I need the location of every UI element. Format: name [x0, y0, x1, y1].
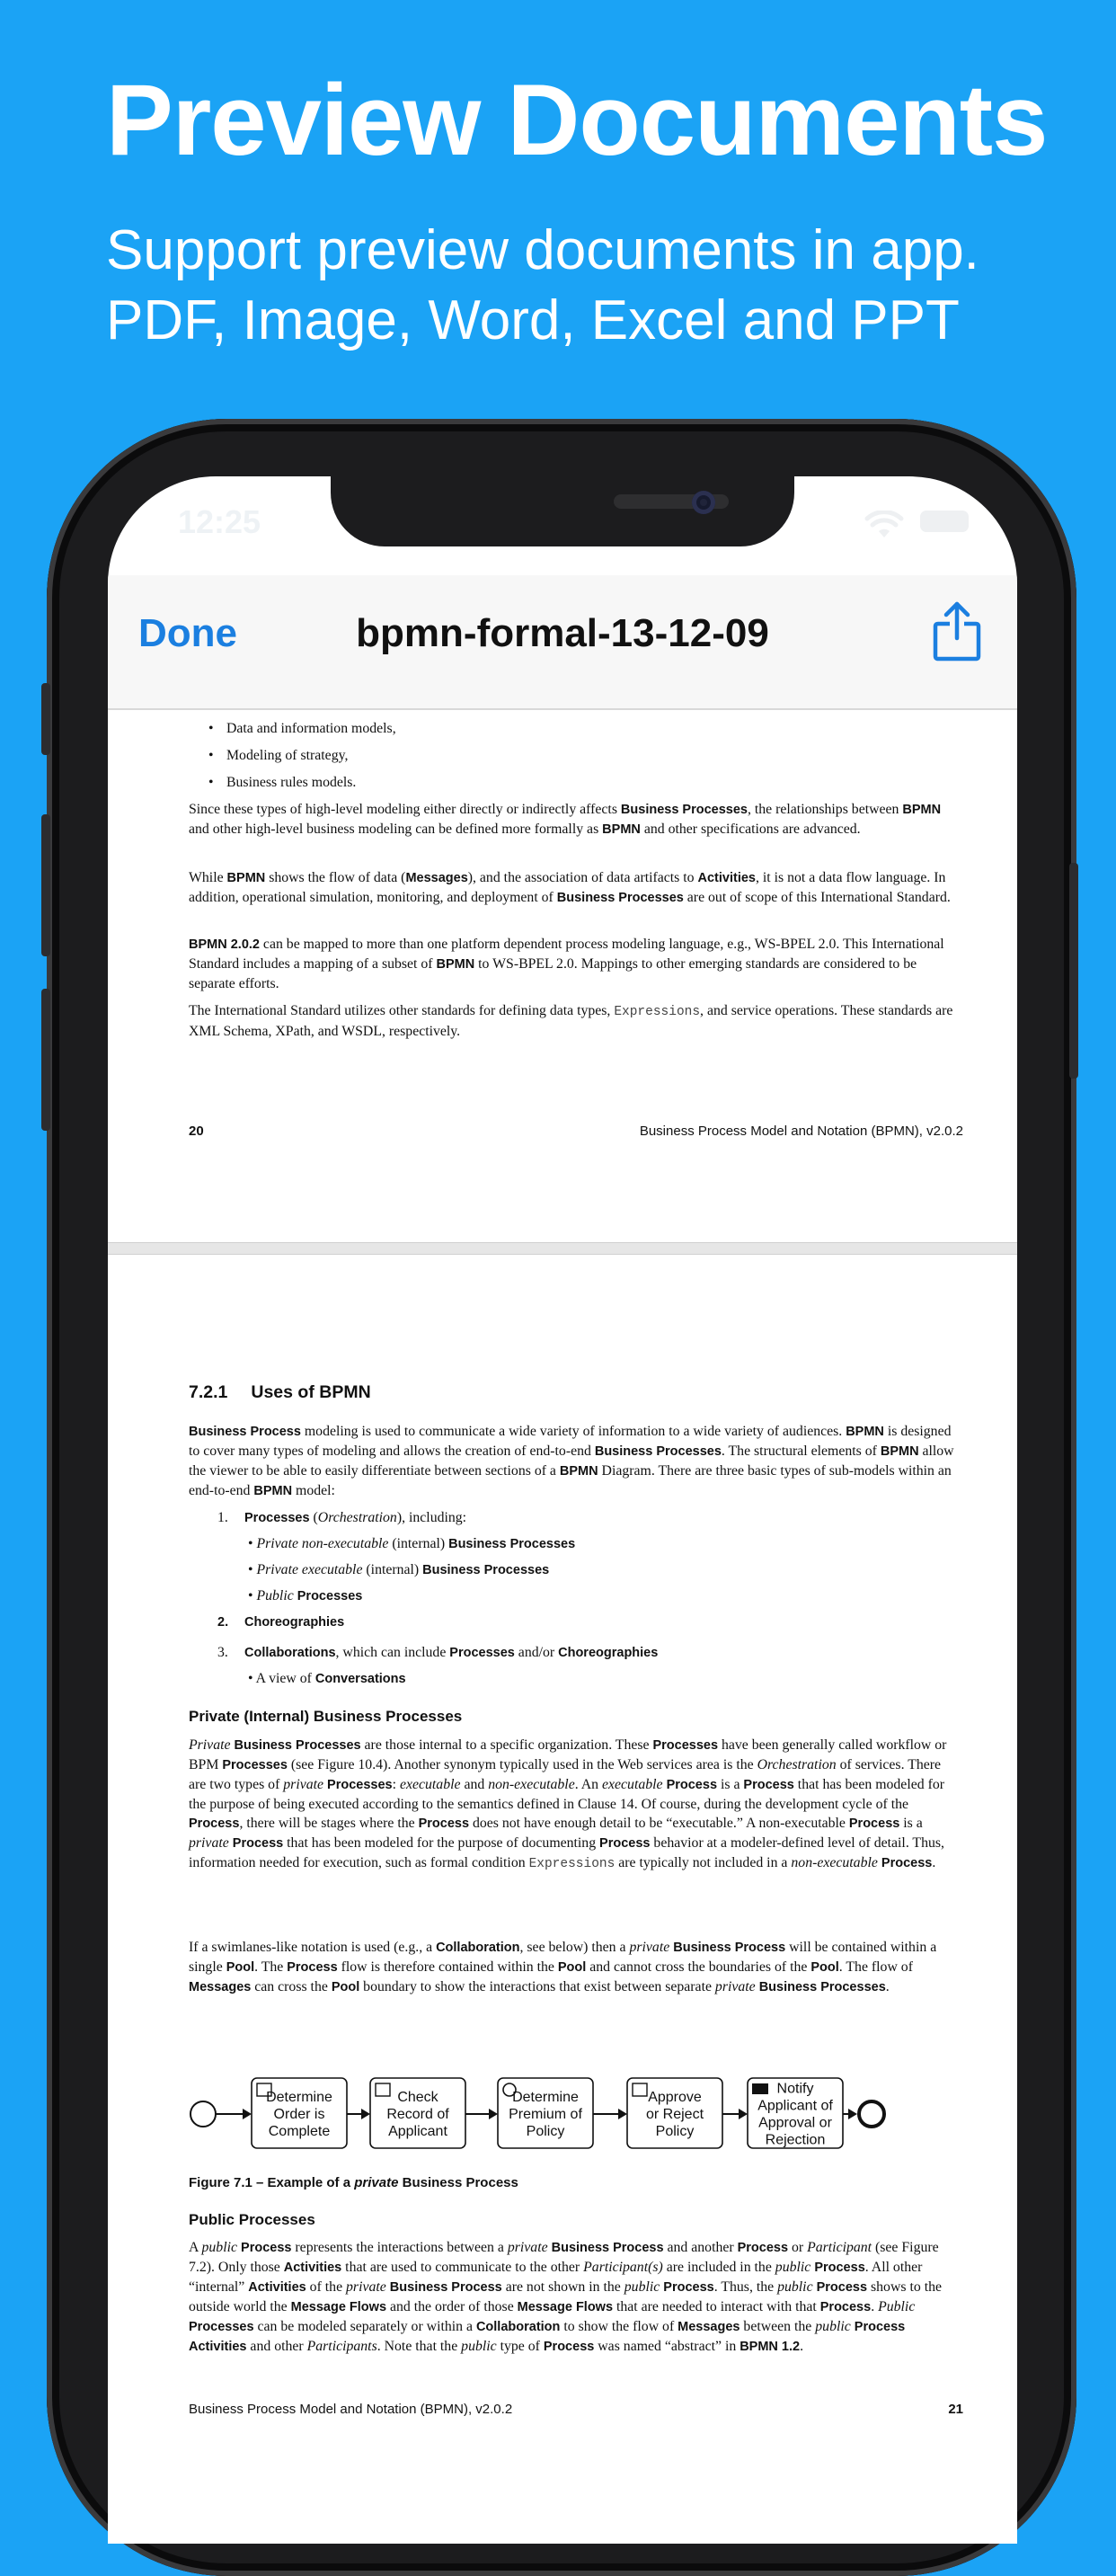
task-label: Policy [655, 2124, 695, 2139]
subsection-heading: Private (Internal) Business Processes [189, 1708, 463, 1725]
envelope-icon [752, 2083, 768, 2094]
list-item: 2. Choreographies [217, 1615, 345, 1630]
user-icon [633, 2083, 647, 2096]
arrow-head [848, 2109, 857, 2119]
page-separator [108, 1242, 1017, 1255]
list-item: • Modeling of strategy, [208, 746, 396, 773]
task-label: Applicant of [757, 2098, 833, 2114]
end-event [859, 2101, 884, 2127]
notch [331, 476, 794, 546]
arrow-head [618, 2109, 627, 2119]
task-label: Premium of [509, 2107, 582, 2122]
document-title: bpmn-formal-13-12-09 [356, 611, 769, 655]
footer-title: Business Process Model and Notation (BPMN), v2.0.2 [189, 2402, 513, 2417]
power-button [1069, 863, 1078, 1079]
mute-switch [41, 683, 50, 755]
task-label: Complete [268, 2124, 331, 2139]
task-label: Rejection [765, 2132, 826, 2148]
arrow-head [361, 2109, 370, 2119]
share-icon[interactable] [933, 600, 981, 662]
list-item: 1. Processes (Orchestration), including: [217, 1510, 467, 1525]
paragraph: If a swimlanes-like notation is used (e.g., a Collaboration, see below) then a private Business Process will be contained within a single Pool. The Process flow is therefore contained within the Pool and cannot cross the boundaries of the Pool. The flow of Messages can cross the Pool boundary to show the interactions that exist between separate private Business Processes. [189, 1940, 937, 1994]
volume-up-button [41, 814, 50, 956]
battery-icon [920, 511, 969, 532]
paragraph: While BPMN shows the flow of data (Messages), and the association of data artifacts to Activities, it is not a data flow language. In addition, operational simulation, monitoring, and deployment of Business Processes are out of scope of this International Standard. [189, 870, 951, 905]
pdf-page-20 [108, 710, 1017, 1242]
camera-icon [692, 491, 715, 514]
volume-down-button [41, 989, 50, 1131]
status-time: 12:25 [178, 503, 261, 540]
paragraph: BPMN 2.0.2 can be mapped to more than one platform dependent process modeling language, e.g., WS-BPEL 2.0. This International Standard includes a mapping of a subset of BPMN to WS-BPEL 2.0. Mappings to other emerging standards are considered to be separate efforts. [189, 937, 944, 991]
task-label: or Reject [645, 2107, 704, 2122]
task-label: Applicant [388, 2124, 447, 2139]
list-item: • Public Processes [248, 1588, 363, 1603]
phone-screen [108, 476, 1017, 2544]
task-label: Approval or [758, 2115, 832, 2131]
task-label: Order is [273, 2107, 325, 2122]
pdf-page-21 [108, 1255, 1017, 2544]
hero-subtitle [106, 216, 979, 356]
page-number: 21 [948, 2402, 963, 2417]
list-item: • Data and information models, [208, 719, 396, 746]
task-label: Approve [648, 2090, 702, 2105]
figure-caption: Figure 7.1 – Example of a private Business Process [189, 2175, 518, 2190]
paragraph: Business Process modeling is used to communicate a wide variety of information to a wide variety of audiences. BPMN is designed to cover many types of modeling and allows the creation of end-to-end Business Processes. The structural elements of BPMN allow the viewer to be able to easily differentiate between sections of a BPMN Diagram. There are three basic types of sub-models within an end-to-end BPMN model: [189, 1424, 954, 1498]
wifi-icon [864, 511, 904, 541]
arrow-head [489, 2109, 498, 2119]
paragraph: A public Process represents the interactions between a private Business Process and another Process or Participant (see Figure 7.2). Only those Activities that are used to communicate to the other Participant(s) are included in the public Process. All other “internal” Activities of the private Business Process are not shown in the public Process. Thus, the public Process shows to the outside world the Message Flows and the order of those Message Flows that are needed to interact with that Process. Public Processes can be modeled separately or within a Collaboration to show the flow of Messages between the public Process Activities and other Participants. Note that the public type of Process was named “abstract” in BPMN 1.2. [189, 2240, 942, 2354]
navigation-bar [108, 575, 1017, 710]
start-event [190, 2101, 216, 2127]
list-item: 3. Collaborations, which can include Processes and/or Choreographies [217, 1645, 659, 1660]
hero-subtitle-line-1: Support preview documents in app. [106, 219, 979, 281]
arrow-head [243, 2109, 252, 2119]
bullet-list [208, 719, 396, 800]
done-button[interactable]: Done [138, 611, 237, 655]
list-item: • Private non-executable (internal) Business Processes [248, 1536, 576, 1551]
hero-title: Preview Documents [106, 64, 1048, 176]
task-label: Record of [386, 2107, 449, 2122]
list-item: • A view of Conversations [248, 1671, 406, 1686]
arrow-head [739, 2109, 748, 2119]
task-label: Check [397, 2090, 438, 2105]
list-item: • Business rules models. [208, 773, 396, 800]
paragraph: Private Business Processes are those internal to a specific organization. These Processes have been generally called workflow or BPM Processes (see Figure 10.4). Another synonym typically used in the Web services area is the Orchestration of services. There are two types of private Processes: executable and non-executable. An executable Process is a Process that has been modeled for the purpose of being executed according to the semantics defined in Clause 14. Of course, during the development cycle of the Process, there will be stages where the Process does not have enough detail to be “executable.” A non-executable Process is a private Process that has been modeled for the purpose of documenting Process behavior at a modeler-defined level of detail. Thus, information needed for execution, such as formal condition Expressions are typically not included in a non-executable Process. [189, 1737, 947, 1871]
footer-title: Business Process Model and Notation (BPMN), v2.0.2 [639, 1124, 963, 1139]
user-icon [376, 2083, 390, 2096]
task-label: Determine [512, 2090, 579, 2105]
paragraph: Since these types of high-level modeling either directly or indirectly affects Business Processes, the relationships between BPMN and other high-level business modeling can be defined more formally as BPMN and other specifications are advanced. [189, 802, 942, 837]
task-label: Notify [776, 2081, 814, 2097]
page-number: 20 [189, 1124, 204, 1139]
section-heading: 7.2.1 Uses of BPMN [189, 1382, 371, 1402]
task-label: Determine [266, 2090, 332, 2105]
paragraph: The International Standard utilizes other standards for defining data types, Expressions, and service operations. These standards are XML Schema, XPath, and WSDL, respectively. [189, 1003, 953, 1039]
subsection-heading: Public Processes [189, 2211, 315, 2228]
process-diagram [189, 2074, 952, 2154]
document-viewer[interactable] [108, 710, 1017, 2544]
list-item: • Private executable (internal) Business Processes [248, 1562, 550, 1577]
hero-subtitle-line-2: PDF, Image, Word, Excel and PPT [106, 289, 960, 351]
task-label: Policy [526, 2124, 565, 2139]
